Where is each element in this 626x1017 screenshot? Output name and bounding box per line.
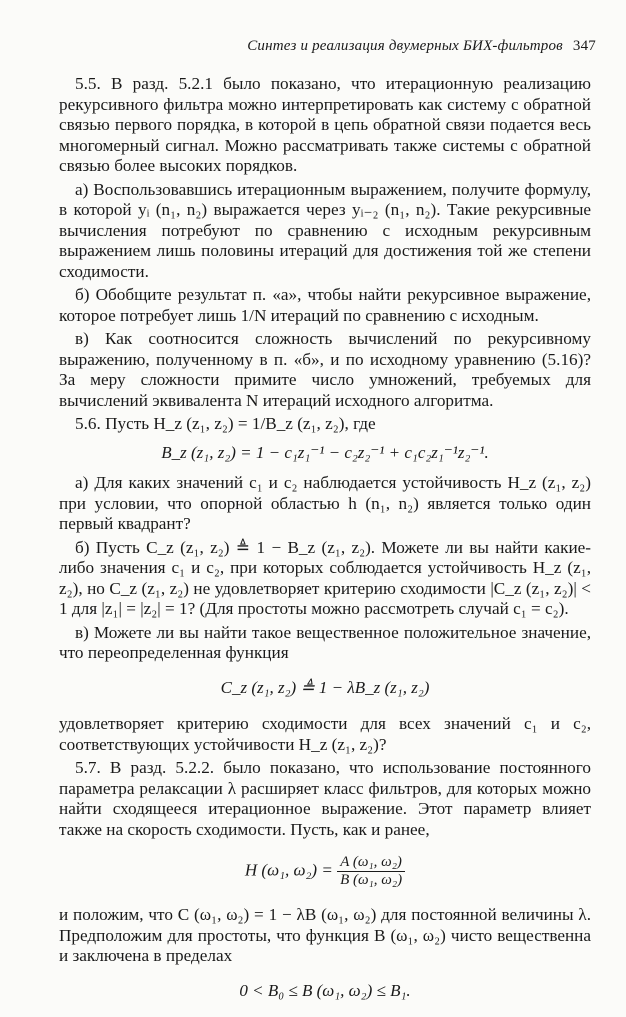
formula-h-omega xyxy=(59,854,591,889)
fraction xyxy=(337,854,405,889)
running-header xyxy=(247,38,596,55)
problem-5-5-intro: 5.5. В разд. 5.2.1 было показано, что итерационную реализацию рекурсивного фильтра можно интерпретировать как систему с обратной связью первого порядка, в которой в цепь обратной связи подается весь многомерный сигнал. Можно рассматривать также системы с обратной связью более высоких порядков. xyxy=(59,74,591,175)
problem-5-7-intro: 5.7. В разд. 5.2.2. было показано, что использование постоянного параметра релаксации λ расширяет класс фильтров, для которых можно найти сходящееся итерационное выражение. Этот параметр влияет также на скорость сходимости. Пусть, как и ранее, xyxy=(59,758,591,839)
problem-5-6-c-cont: удовлетворяет критерию сходимости для всех значений c₁ и c₂, соответствующих устойчивости H_z (z₁, z₂)? xyxy=(59,714,591,754)
problem-5-5-a: а) Воспользовавшись итерационным выражением, получите формулу, в которой yᵢ (n₁, n₂) выражается через yᵢ₋₂ (n₁, n₂). Такие рекурсивные вычисления потребуют по сравнению с исходным рекурсивным выражением лишь половины итераций для достижения той же степени сходимости. xyxy=(59,179,591,281)
problem-5-7-cont: и положим, что C (ω₁, ω₂) = 1 − λB (ω₁, ω₂) для постоянной величины λ. Предположим для простоты, что функция B (ω₁, ω₂) чисто вещественна и заключена в пределах xyxy=(59,905,591,965)
fraction-numerator: A (ω₁, ω₂) xyxy=(337,854,405,872)
formula-bounds: 0 < B₀ ≤ B (ω₁, ω₂) ≤ B₁. xyxy=(239,980,411,1000)
problem-5-5-b: б) Обобщите результат п. «а», чтобы найти рекурсивное выражение, которое потребует лишь 1/N итераций по сравнению с исходным. xyxy=(59,285,591,325)
page-body xyxy=(59,74,591,1017)
problem-5-6-a: а) Для каких значений c₁ и c₂ наблюдается устойчивость H_z (z₁, z₂) при условии, что опорной областью h (n₁, n₂) является только один первый квадрант? xyxy=(59,473,591,533)
problem-5-6-b: б) Пусть C_z (z₁, z₂) ≜ 1 − B_z (z₁, z₂). Можете ли вы найти какие-либо значения c₁ и c₂, при которых соблюдается устойчивость H_z (z₁, z₂), но C_z (z₁, z₂) не удовлетворяет критерию сходимости |C_z (z₁, z₂)| < 1 для |z₁| = |z₂| = 1? (Для простоты можно рассмотреть случай c₁ = c₂). xyxy=(59,537,591,618)
problem-5-6-c: в) Можете ли вы найти такое вещественное положительное значение, что переопределенная функция xyxy=(59,622,591,662)
problem-5-6-intro: 5.6. Пусть H_z (z₁, z₂) = 1/B_z (z₁, z₂), где xyxy=(75,414,376,433)
problem-5-5-c: в) Как соотносится сложность вычислений по рекурсивному выражению, полученному в п. «б», и по исходному уравнению (5.16)? За меру сложности примите число умножений, требуемых для вычислений эквивалента N итераций исходного алгоритма. xyxy=(59,329,591,410)
formula-h-lhs: H (ω₁, ω₂) = xyxy=(244,860,333,880)
fraction-denominator: B (ω₁, ω₂) xyxy=(340,872,403,888)
page-number: 347 xyxy=(572,38,596,54)
formula-bz: B_z (z₁, z₂) = 1 − c₁z₁⁻¹ − c₂z₂⁻¹ + c₁c₂z₁⁻¹z₂⁻¹. xyxy=(161,442,489,462)
formula-cz: C_z (z₁, z₂) ≜ 1 − λB_z (z₁, z₂) xyxy=(220,677,430,697)
running-title: Синтез и реализация двумерных БИХ-фильтров xyxy=(247,38,563,54)
